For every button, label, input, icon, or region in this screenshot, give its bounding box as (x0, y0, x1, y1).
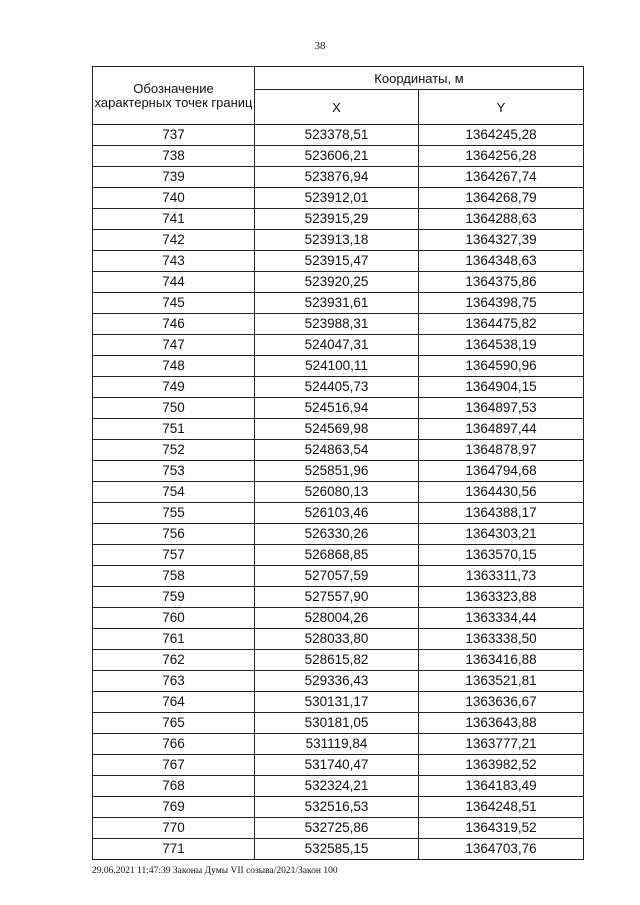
y-coordinate-cell: 1363777,21 (419, 734, 584, 755)
point-number-cell: 743 (93, 251, 255, 272)
y-coordinate-cell: 1363570,15 (419, 545, 584, 566)
table-row (93, 818, 584, 839)
x-coordinate-cell: 527557,90 (255, 587, 419, 608)
x-coordinate-cell: 528033,80 (255, 629, 419, 650)
point-number-cell: 756 (93, 524, 255, 545)
point-number-cell: 769 (93, 797, 255, 818)
table-row (93, 230, 584, 251)
y-coordinate-cell: 1364590,96 (419, 356, 584, 377)
x-coordinate-cell: 530131,17 (255, 692, 419, 713)
x-coordinate-cell: 523931,61 (255, 293, 419, 314)
point-number-cell: 755 (93, 503, 255, 524)
x-coordinate-cell: 524100,11 (255, 356, 419, 377)
y-coordinate-cell: 1363334,44 (419, 608, 584, 629)
point-number-cell: 751 (93, 419, 255, 440)
x-coordinate-cell: 523920,25 (255, 272, 419, 293)
y-coordinate-cell: 1364248,51 (419, 797, 584, 818)
table-row (93, 608, 584, 629)
x-coordinate-cell: 525851,96 (255, 461, 419, 482)
x-coordinate-cell: 532725,86 (255, 818, 419, 839)
y-coordinate-cell: 1364348,63 (419, 251, 584, 272)
y-coordinate-cell: 1364703,76 (419, 839, 584, 860)
x-coordinate-cell: 532585,15 (255, 839, 419, 860)
table-row (93, 629, 584, 650)
y-coordinate-cell: 1364897,53 (419, 398, 584, 419)
table-row (93, 671, 584, 692)
y-coordinate-cell: 1364319,52 (419, 818, 584, 839)
x-coordinate-cell: 523876,94 (255, 167, 419, 188)
x-coordinate-cell: 526103,46 (255, 503, 419, 524)
y-coordinate-cell: 1364538,19 (419, 335, 584, 356)
x-coordinate-cell: 523912,01 (255, 188, 419, 209)
table-row (93, 797, 584, 818)
y-coordinate-cell: 1364897,44 (419, 419, 584, 440)
table-row (93, 314, 584, 335)
table-row (93, 587, 584, 608)
table-row (93, 440, 584, 461)
point-number-cell: 767 (93, 755, 255, 776)
x-coordinate-cell: 527057,59 (255, 566, 419, 587)
header-coordinates: Координаты, м (255, 67, 584, 90)
point-number-cell: 757 (93, 545, 255, 566)
point-number-cell: 762 (93, 650, 255, 671)
x-coordinate-cell: 523913,18 (255, 230, 419, 251)
x-coordinate-cell: 524047,31 (255, 335, 419, 356)
x-coordinate-cell: 530181,05 (255, 713, 419, 734)
y-coordinate-cell: 1363323,88 (419, 587, 584, 608)
x-coordinate-cell: 523915,29 (255, 209, 419, 230)
x-coordinate-cell: 529336,43 (255, 671, 419, 692)
footer-stamp: 29.06.2021 11:47:39 Законы Думы VII созыва/2021/Закон 100 (92, 866, 338, 876)
table-row (93, 461, 584, 482)
table-row (93, 692, 584, 713)
y-coordinate-cell: 1363643,88 (419, 713, 584, 734)
point-number-cell: 761 (93, 629, 255, 650)
point-number-cell: 747 (93, 335, 255, 356)
table-row (93, 209, 584, 230)
point-number-cell: 737 (93, 125, 255, 146)
y-coordinate-cell: 1364475,82 (419, 314, 584, 335)
point-number-cell: 752 (93, 440, 255, 461)
point-number-cell: 741 (93, 209, 255, 230)
point-number-cell: 738 (93, 146, 255, 167)
table-row (93, 272, 584, 293)
x-coordinate-cell: 523378,51 (255, 125, 419, 146)
table-row (93, 839, 584, 860)
x-coordinate-cell: 531119,84 (255, 734, 419, 755)
y-coordinate-cell: 1364183,49 (419, 776, 584, 797)
y-coordinate-cell: 1364288,63 (419, 209, 584, 230)
x-coordinate-cell: 524516,94 (255, 398, 419, 419)
table-row (93, 566, 584, 587)
header-point-designation: Обозначение характерных точек границ (93, 67, 255, 125)
page-number: 38 (314, 40, 326, 52)
point-number-cell: 765 (93, 713, 255, 734)
point-number-cell: 750 (93, 398, 255, 419)
point-number-cell: 758 (93, 566, 255, 587)
point-number-cell: 739 (93, 167, 255, 188)
table-row (93, 125, 584, 146)
point-number-cell: 742 (93, 230, 255, 251)
x-coordinate-cell: 523915,47 (255, 251, 419, 272)
x-coordinate-cell: 528004,26 (255, 608, 419, 629)
x-coordinate-cell: 532516,53 (255, 797, 419, 818)
y-coordinate-cell: 1364267,74 (419, 167, 584, 188)
x-coordinate-cell: 524863,54 (255, 440, 419, 461)
y-coordinate-cell: 1363311,73 (419, 566, 584, 587)
table-row (93, 167, 584, 188)
x-coordinate-cell: 532324,21 (255, 776, 419, 797)
table-row (93, 650, 584, 671)
x-coordinate-cell: 526868,85 (255, 545, 419, 566)
point-number-cell: 749 (93, 377, 255, 398)
table-row (93, 356, 584, 377)
y-coordinate-cell: 1363521,81 (419, 671, 584, 692)
point-number-cell: 745 (93, 293, 255, 314)
table-row (93, 545, 584, 566)
y-coordinate-cell: 1364303,21 (419, 524, 584, 545)
table-row (93, 713, 584, 734)
table-row (93, 146, 584, 167)
y-coordinate-cell: 1364388,17 (419, 503, 584, 524)
point-number-cell: 753 (93, 461, 255, 482)
header-x: X (255, 90, 419, 125)
table-row (93, 377, 584, 398)
y-coordinate-cell: 1364398,75 (419, 293, 584, 314)
point-number-cell: 764 (93, 692, 255, 713)
y-coordinate-cell: 1363636,67 (419, 692, 584, 713)
x-coordinate-cell: 523606,21 (255, 146, 419, 167)
table-row (93, 335, 584, 356)
point-number-cell: 746 (93, 314, 255, 335)
point-number-cell: 754 (93, 482, 255, 503)
table-row (93, 503, 584, 524)
point-number-cell: 766 (93, 734, 255, 755)
table-row (93, 755, 584, 776)
x-coordinate-cell: 523988,31 (255, 314, 419, 335)
point-number-cell: 740 (93, 188, 255, 209)
table-row (93, 776, 584, 797)
y-coordinate-cell: 1364430,56 (419, 482, 584, 503)
y-coordinate-cell: 1363982,52 (419, 755, 584, 776)
x-coordinate-cell: 524405,73 (255, 377, 419, 398)
x-coordinate-cell: 524569,98 (255, 419, 419, 440)
y-coordinate-cell: 1364268,79 (419, 188, 584, 209)
table-row (93, 419, 584, 440)
point-number-cell: 744 (93, 272, 255, 293)
table-row (93, 251, 584, 272)
point-number-cell: 770 (93, 818, 255, 839)
y-coordinate-cell: 1363416,88 (419, 650, 584, 671)
point-number-cell: 759 (93, 587, 255, 608)
table-row (93, 293, 584, 314)
point-number-cell: 771 (93, 839, 255, 860)
x-coordinate-cell: 528615,82 (255, 650, 419, 671)
y-coordinate-cell: 1364375,86 (419, 272, 584, 293)
y-coordinate-cell: 1364878,97 (419, 440, 584, 461)
y-coordinate-cell: 1363338,50 (419, 629, 584, 650)
point-number-cell: 768 (93, 776, 255, 797)
y-coordinate-cell: 1364327,39 (419, 230, 584, 251)
point-number-cell: 748 (93, 356, 255, 377)
x-coordinate-cell: 526330,26 (255, 524, 419, 545)
coordinates-table (92, 66, 584, 860)
y-coordinate-cell: 1364256,28 (419, 146, 584, 167)
y-coordinate-cell: 1364794,68 (419, 461, 584, 482)
table-body (93, 125, 584, 860)
y-coordinate-cell: 1364245,28 (419, 125, 584, 146)
header-y: Y (419, 90, 584, 125)
point-number-cell: 760 (93, 608, 255, 629)
table-row (93, 398, 584, 419)
table-row (93, 482, 584, 503)
table-row (93, 734, 584, 755)
table-row (93, 524, 584, 545)
table-row (93, 188, 584, 209)
y-coordinate-cell: 1364904,15 (419, 377, 584, 398)
x-coordinate-cell: 531740,47 (255, 755, 419, 776)
x-coordinate-cell: 526080,13 (255, 482, 419, 503)
point-number-cell: 763 (93, 671, 255, 692)
